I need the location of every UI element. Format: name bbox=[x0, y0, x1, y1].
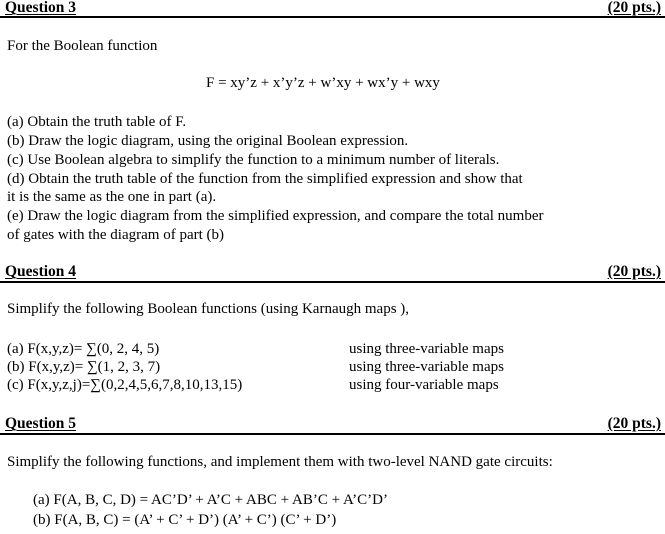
question-5-intro: Simplify the following functions, and implement them with two-level NAND gate circuits: bbox=[7, 454, 553, 470]
question-3-part-c: (c) Use Boolean algebra to simplify the function to a minimum number of literals. bbox=[7, 152, 500, 168]
question-3-divider bbox=[0, 16, 665, 18]
question-5-points: (20 pts.) bbox=[607, 415, 661, 432]
question-5-item-b: (b) F(A, B, C) = (A’ + C’ + D’) (A’ + C’) (C’ + D’) bbox=[33, 512, 337, 528]
question-3-part-e-cont: of gates with the diagram of part (b) bbox=[7, 227, 225, 243]
question-3-equation: F = xy’z + x’y’z + w’xy + wx’y + wxy bbox=[206, 75, 440, 91]
question-4-intro: Simplify the following Boolean functions (using Karnaugh maps ), bbox=[7, 301, 410, 317]
question-3-part-a: (a) Obtain the truth table of F. bbox=[7, 114, 187, 130]
question-4-item-b-method: using three-variable maps bbox=[349, 359, 504, 375]
question-4-points: (20 pts.) bbox=[607, 263, 661, 280]
question-4-item-a-method: using three-variable maps bbox=[349, 341, 504, 357]
question-4-item-c-function: (c) F(x,y,z,j)=∑(0,2,4,5,6,7,8,10,13,15) bbox=[7, 377, 243, 393]
question-5-title: Question 5 bbox=[5, 415, 77, 432]
question-3-title: Question 3 bbox=[5, 0, 77, 16]
question-3-part-b: (b) Draw the logic diagram, using the original Boolean expression. bbox=[7, 133, 409, 149]
question-4-item-b-function: (b) F(x,y,z)= ∑(1, 2, 3, 7) bbox=[7, 359, 161, 375]
question-3-part-e: (e) Draw the logic diagram from the simplified expression, and compare the total number bbox=[7, 208, 544, 224]
question-4-divider bbox=[0, 281, 665, 283]
question-5-divider bbox=[0, 433, 665, 435]
question-3-intro: For the Boolean function bbox=[7, 38, 158, 54]
question-3-part-d: (d) Obtain the truth table of the function from the simplified expression and show that bbox=[7, 171, 523, 187]
question-4-title: Question 4 bbox=[5, 263, 77, 280]
question-5-item-a: (a) F(A, B, C, D) = AC’D’ + A’C + ABC + AB’C + A’C’D’ bbox=[33, 492, 388, 508]
question-4-item-c-method: using four-variable maps bbox=[349, 377, 499, 393]
question-4-item-a-function: (a) F(x,y,z)= ∑(0, 2, 4, 5) bbox=[7, 341, 160, 357]
question-3-part-d-cont: it is the same as the one in part (a). bbox=[7, 189, 217, 205]
question-3-points: (20 pts.) bbox=[607, 0, 661, 16]
